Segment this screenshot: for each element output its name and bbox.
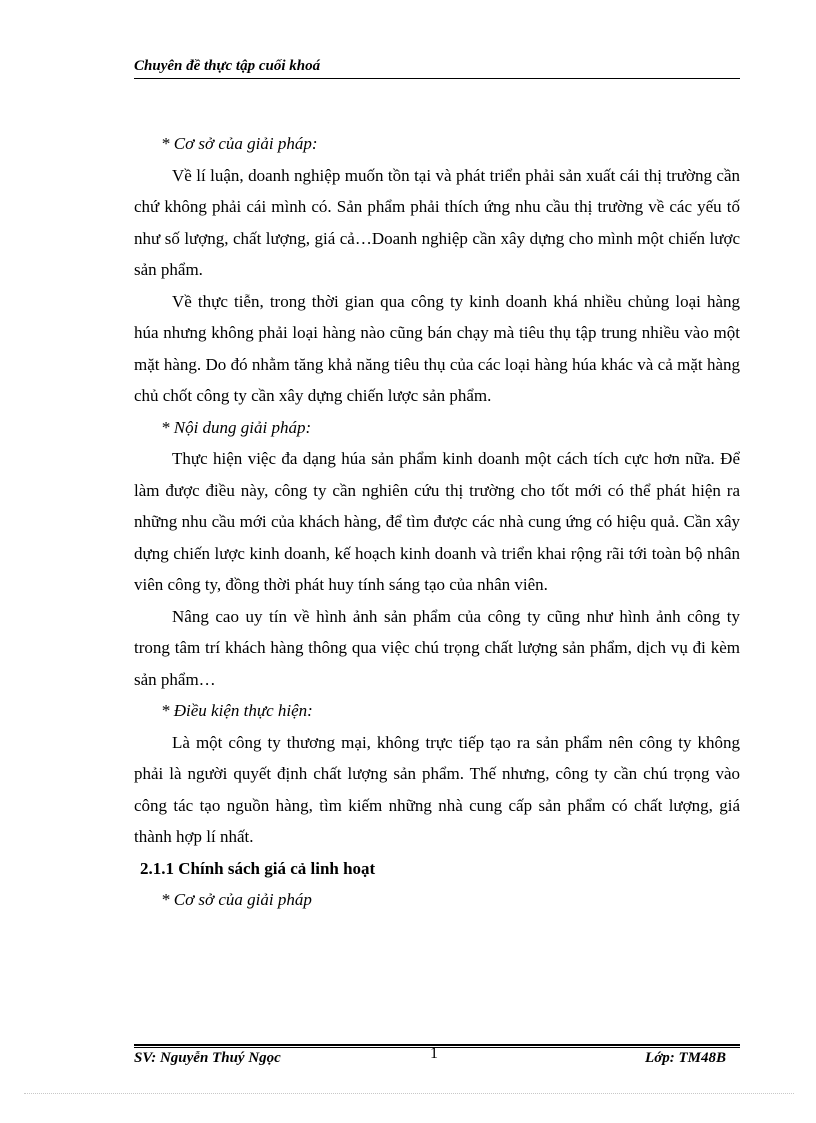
paragraph-reputation: Nâng cao uy tín về hình ảnh sản phẩm của công ty cũng như hình ảnh công ty trong tâm trí khách hàng thông qua việc chú trọng chất lượng sản phẩm, dịch vụ đi kèm sản phẩm… bbox=[134, 606, 740, 689]
footer-class: Lớp: TM48B bbox=[645, 1050, 726, 1066]
subheading-basis-2: * Cơ sở của giải pháp bbox=[161, 890, 312, 909]
header-rule bbox=[134, 78, 740, 79]
paragraph-conditions: Là một công ty thương mại, không trực tiếp tạo ra sản phẩm nên công ty không phải là người quyết định chất lượng sản phẩm. Thế nhưng, công ty cần chú trọng vào công tác tạo nguồn hàng, tìm kiếm những nhà cung cấp sản phẩm có chất lượng, giá thành hợp lí nhất. bbox=[134, 732, 740, 846]
subheading-basis: * Cơ sở của giải pháp: bbox=[161, 134, 318, 153]
page-edge bbox=[24, 1093, 794, 1094]
footer-page-number: 1 bbox=[430, 1045, 438, 1062]
subheading-conditions: * Điều kiện thực hiện: bbox=[161, 701, 313, 720]
section-heading: 2.1.1 Chính sách giá cả linh hoạt bbox=[140, 858, 376, 878]
footer-student: SV: Nguyễn Thuý Ngọc bbox=[134, 1050, 281, 1066]
paragraph-diversify: Thực hiện việc đa dạng húa sản phẩm kinh doanh một cách tích cực hơn nữa. Để làm được điều này, công ty cần nghiên cứu thị trường cho tốt mới có thể phát hiện ra những nhu cầu mới của khách hàng, để tìm được các nhà cung ứng có hiệu quả. Cần xây dựng chiến lược kinh doanh, kế hoạch kinh doanh và triển khai rộng rãi tới toàn bộ nhân viên công ty, đồng thời phát huy tính sáng tạo của nhân viên. bbox=[134, 449, 740, 594]
paragraph-theory: Về lí luận, doanh nghiệp muốn tồn tại và phát triển phải sản xuất cái thị trường cần chứ không phải cái mình có. Sản phẩm phải thích ứng nhu cầu thị trường về các yếu tố như số lượng, chất lượng, giá cả…Doanh nghiệp cần xây dựng cho mình một chiến lược sản phẩm. bbox=[134, 165, 740, 279]
paragraph-practice: Về thực tiễn, trong thời gian qua công ty kinh doanh khá nhiều chủng loại hàng húa nhưng không phải loại hàng nào cũng bán chạy mà tiêu thụ tập trung nhiều vào một mặt hàng. Do đó nhằm tăng khả năng tiêu thụ của các loại hàng húa khác và cả mặt hàng chủ chốt công ty cần xây dựng chiến lược sản phẩm. bbox=[134, 291, 740, 405]
subheading-content: * Nội dung giải pháp: bbox=[161, 417, 312, 437]
document-body bbox=[134, 128, 740, 916]
page-header-title: Chuyên đề thực tập cuối khoá bbox=[134, 58, 321, 74]
